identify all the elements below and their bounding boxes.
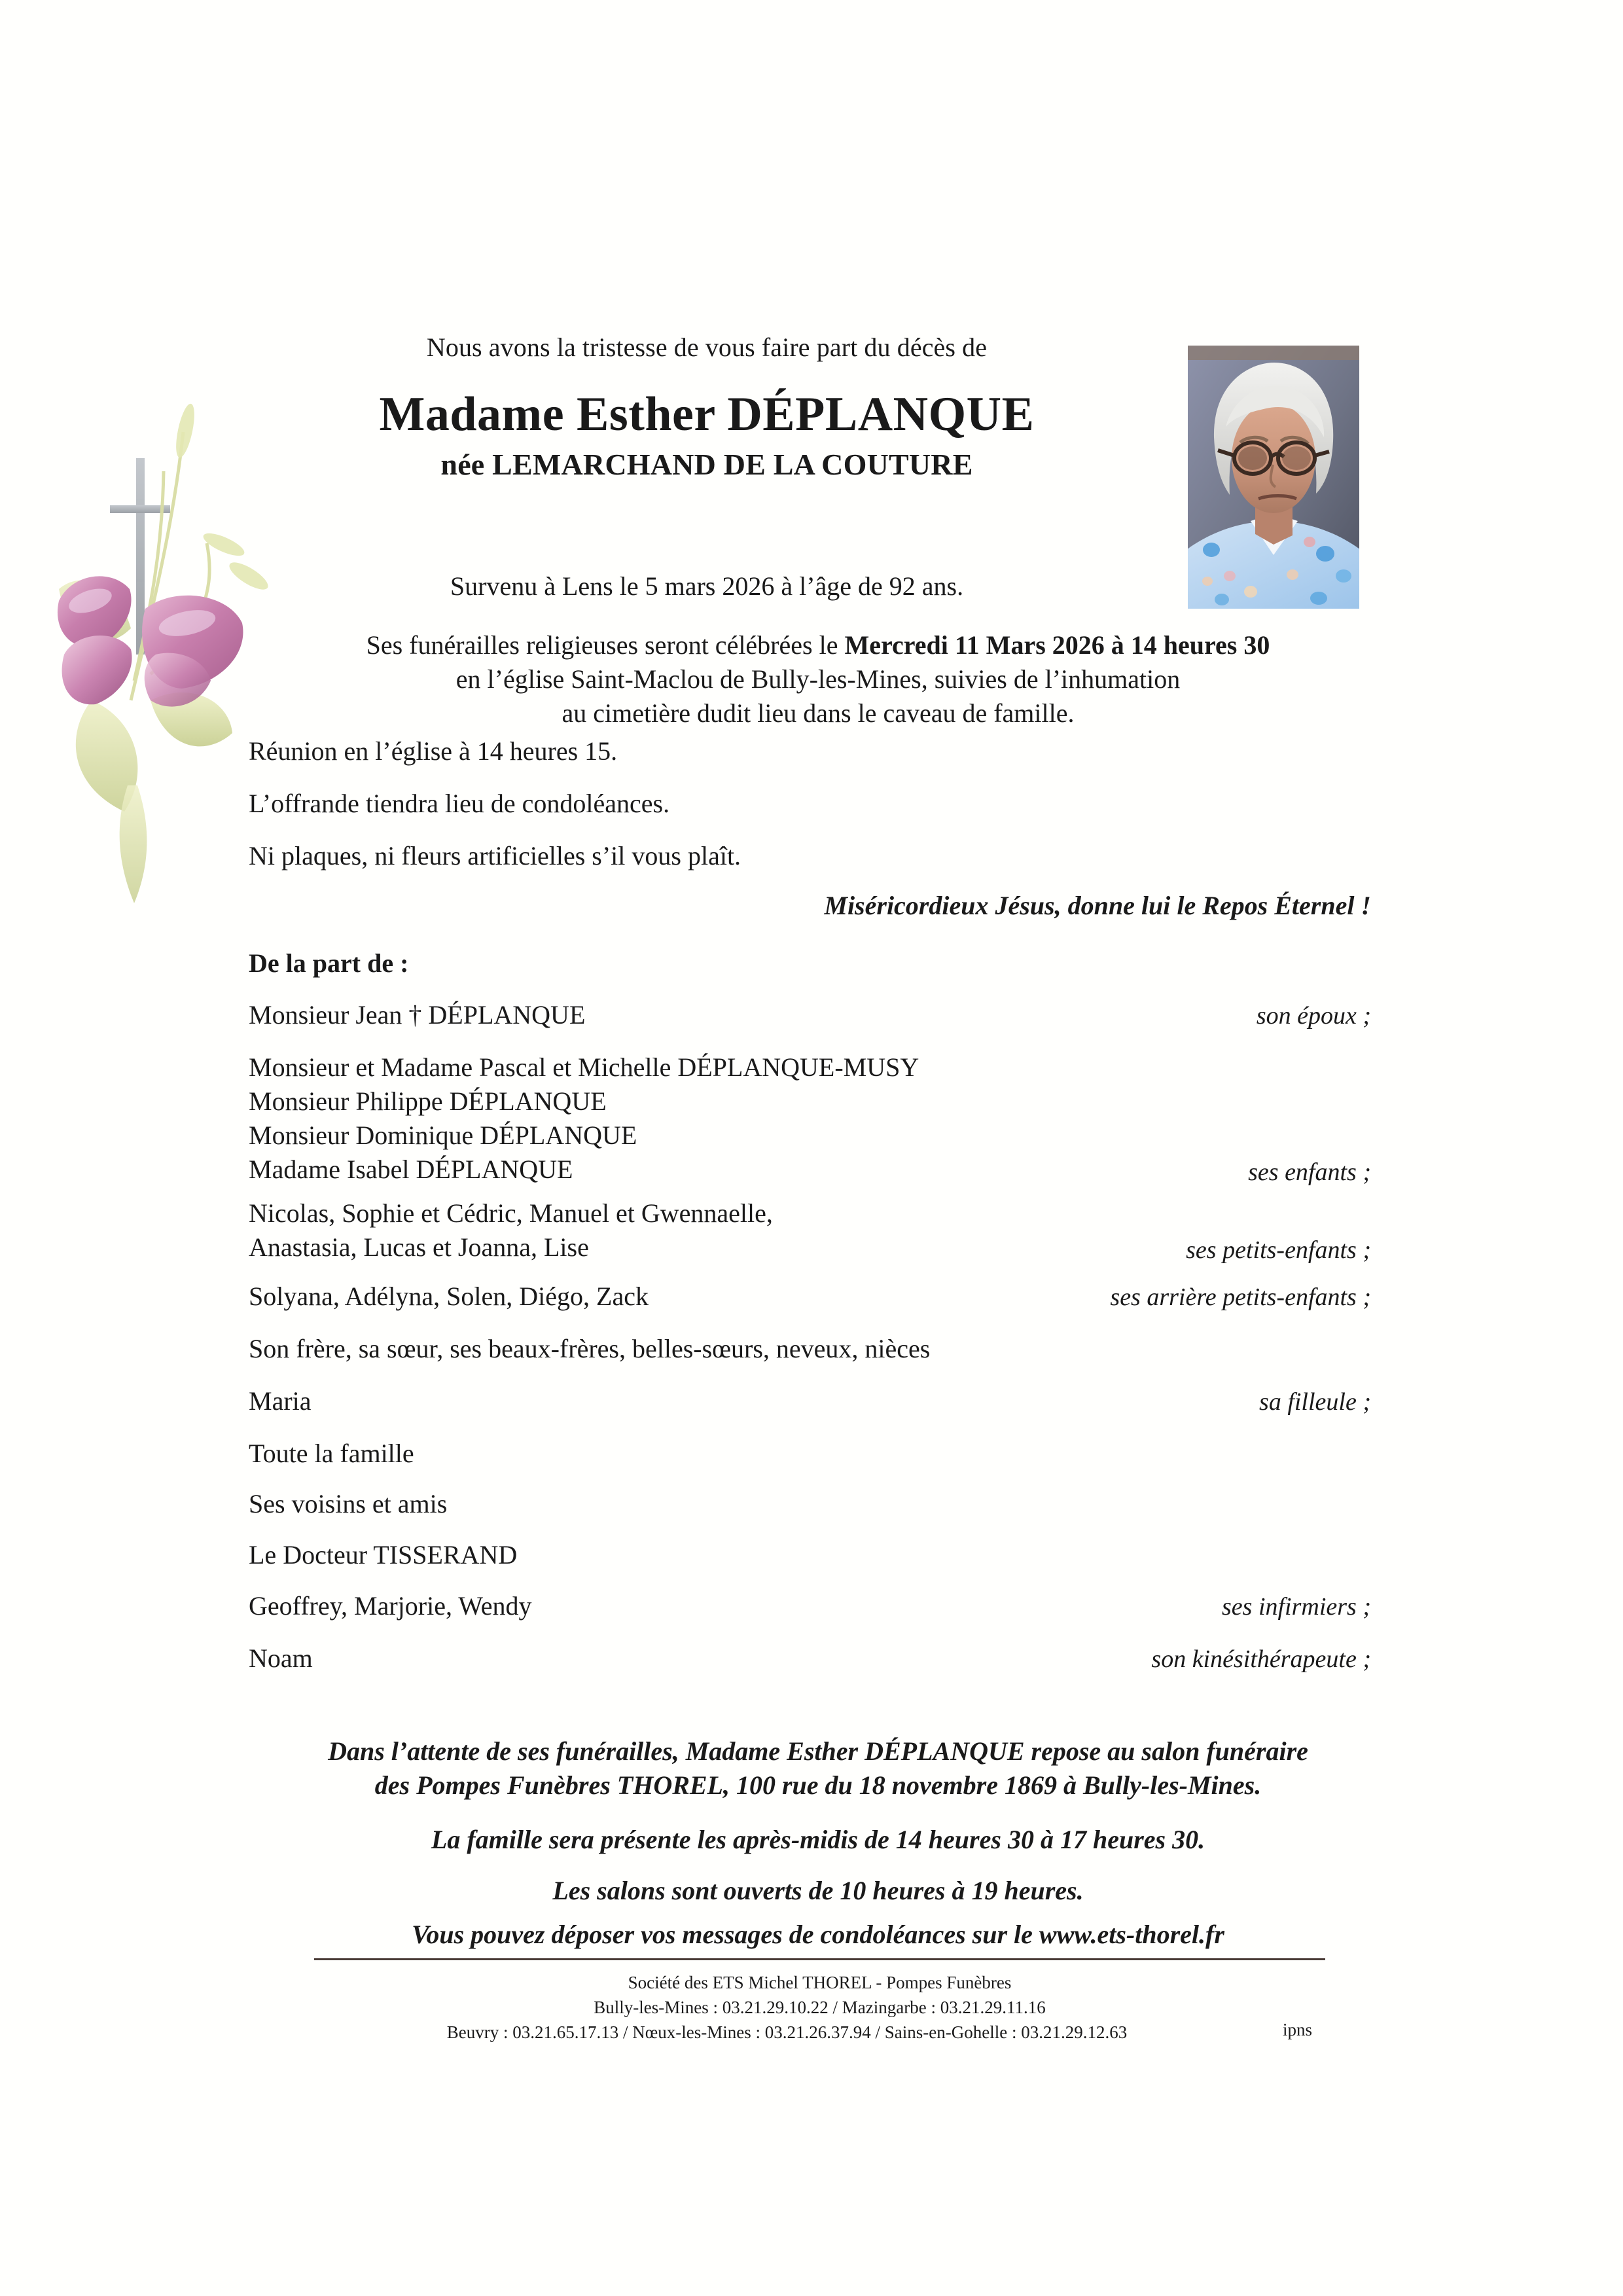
family-role: son époux ; [1256, 1002, 1371, 1030]
family-entry-spouse [249, 998, 1371, 1032]
family-role: ses petits-enfants ; [1186, 1236, 1371, 1264]
family-name-line: Madame Isabel DÉPLANQUE [249, 1155, 573, 1184]
footer-phones-line-1: Bully-les-Mines : 03.21.29.10.22 / Mazingarbe : 03.21.29.11.16 [594, 1998, 1046, 2017]
condolence-messages-notice: Vous pouvez déposer vos messages de condoléances sur le www.ets-thorel.fr [412, 1920, 1224, 1949]
family-names [249, 1196, 773, 1265]
family-role: son kinésithérapeute ; [1151, 1645, 1371, 1673]
family-names [249, 1280, 649, 1314]
death-details: Survenu à Lens le 5 mars 2026 à l’âge de 92 ans. [450, 571, 964, 601]
family-name-line: Geoffrey, Marjorie, Wendy [249, 1591, 532, 1621]
reunion-line: Réunion en l’église à 14 heures 15. [249, 736, 618, 766]
family-names [249, 998, 585, 1032]
family-name-line: Nicolas, Sophie et Cédric, Manuel et Gwennaelle, [249, 1198, 773, 1228]
deceased-portrait-photo [1188, 346, 1359, 609]
family-role: ses enfants ; [1248, 1158, 1371, 1186]
footer-phones-line-2: Beuvry : 03.21.65.17.13 / Nœux-les-Mines : 03.21.26.37.94 / Sains-en-Gohelle : 03.21.29.12.63 [446, 2022, 1128, 2042]
family-role: ses arrière petits-enfants ; [1110, 1283, 1371, 1311]
footer-divider [314, 1958, 1325, 1960]
offrande-line: L’offrande tiendra lieu de condoléances. [249, 789, 670, 818]
family-entry-nurses [249, 1589, 1371, 1623]
family-names [249, 1332, 930, 1366]
repose-notice [262, 1734, 1374, 1803]
family-entry-grandchildren [249, 1196, 1371, 1265]
family-entry-goddaughter [249, 1384, 1371, 1418]
family-entry-siblings [249, 1332, 1371, 1366]
family-entry-doctor [249, 1538, 1371, 1572]
family-entry-children [249, 1050, 1371, 1187]
family-name-line: Toute la famille [249, 1439, 414, 1468]
family-names [249, 1487, 447, 1521]
repose-line-2: des Pompes Funèbres THOREL, 100 rue du 18 novembre 1869 à Bully-les-Mines. [374, 1770, 1262, 1800]
family-presence-notice: La famille sera présente les après-midis de 14 heures 30 à 17 heures 30. [431, 1825, 1205, 1854]
family-name-line: Monsieur et Madame Pascal et Michelle DÉPLANQUE-MUSY [249, 1052, 919, 1082]
family-name-line: Monsieur Jean † DÉPLANQUE [249, 1000, 586, 1030]
family-entry-whole-family [249, 1437, 1371, 1471]
family-name-line: Monsieur Dominique DÉPLANQUE [249, 1121, 637, 1150]
lily-cross-decoration [52, 393, 288, 910]
deceased-name: Madame Esther DÉPLANQUE [379, 387, 1035, 441]
footer-ipns-mark: ipns [1283, 2020, 1313, 2039]
family-name-line: Ses voisins et amis [249, 1489, 448, 1518]
maiden-name: née LEMARCHAND DE LA COUTURE [440, 448, 973, 481]
family-names [249, 1641, 313, 1676]
family-names [249, 1050, 919, 1187]
family-entry-physiotherapist [249, 1641, 1371, 1676]
family-names [249, 1437, 414, 1471]
family-names [249, 1538, 517, 1572]
family-names [249, 1384, 312, 1418]
service-line-1 [262, 628, 1374, 662]
family-name-line: Le Docteur TISSERAND [249, 1540, 518, 1570]
service-line-3: au cimetière dudit lieu dans le caveau de famille. [562, 698, 1075, 728]
family-name-line: Solyana, Adélyna, Solen, Diégo, Zack [249, 1282, 649, 1311]
family-role: ses infirmiers ; [1222, 1593, 1371, 1621]
family-name-line: Monsieur Philippe DÉPLANQUE [249, 1086, 607, 1116]
salon-hours-notice: Les salons sont ouverts de 10 heures à 19 heures. [552, 1876, 1084, 1905]
family-name-line: Son frère, sa sœur, ses beaux-frères, belles-sœurs, neveux, nièces [249, 1334, 931, 1363]
family-name-line: Noam [249, 1643, 313, 1673]
family-names [249, 1589, 532, 1623]
repose-line-1: Dans l’attente de ses funérailles, Madame Esther DÉPLANQUE repose au salon funéraire [328, 1736, 1308, 1766]
plaques-line: Ni plaques, ni fleurs artificielles s’il vous plaît. [249, 841, 741, 870]
service-line-2: en l’église Saint-Maclou de Bully-les-Mines, suivies de l’inhumation [455, 664, 1181, 694]
footer-company: Société des ETS Michel THOREL - Pompes Funèbres [628, 1973, 1012, 1992]
family-role: sa filleule ; [1259, 1388, 1371, 1416]
family-entry-great-grandchildren [249, 1280, 1371, 1314]
intro-line: Nous avons la tristesse de vous faire part du décès de [426, 332, 988, 362]
service-line-1-prefix: Ses funérailles religieuses seront célébrées le [366, 630, 845, 660]
cross-icon [110, 458, 170, 655]
service-details [262, 628, 1374, 730]
service-datetime: Mercredi 11 Mars 2026 à 14 heures 30 [844, 630, 1270, 660]
family-entry-neighbours-friends [249, 1487, 1371, 1521]
family-name-line: Anastasia, Lucas et Joanna, Lise [249, 1232, 589, 1262]
prayer-line: Miséricordieux Jésus, donne lui le Repos Éternel ! [824, 891, 1371, 920]
family-heading: De la part de : [249, 948, 409, 978]
family-name-line: Maria [249, 1386, 312, 1416]
